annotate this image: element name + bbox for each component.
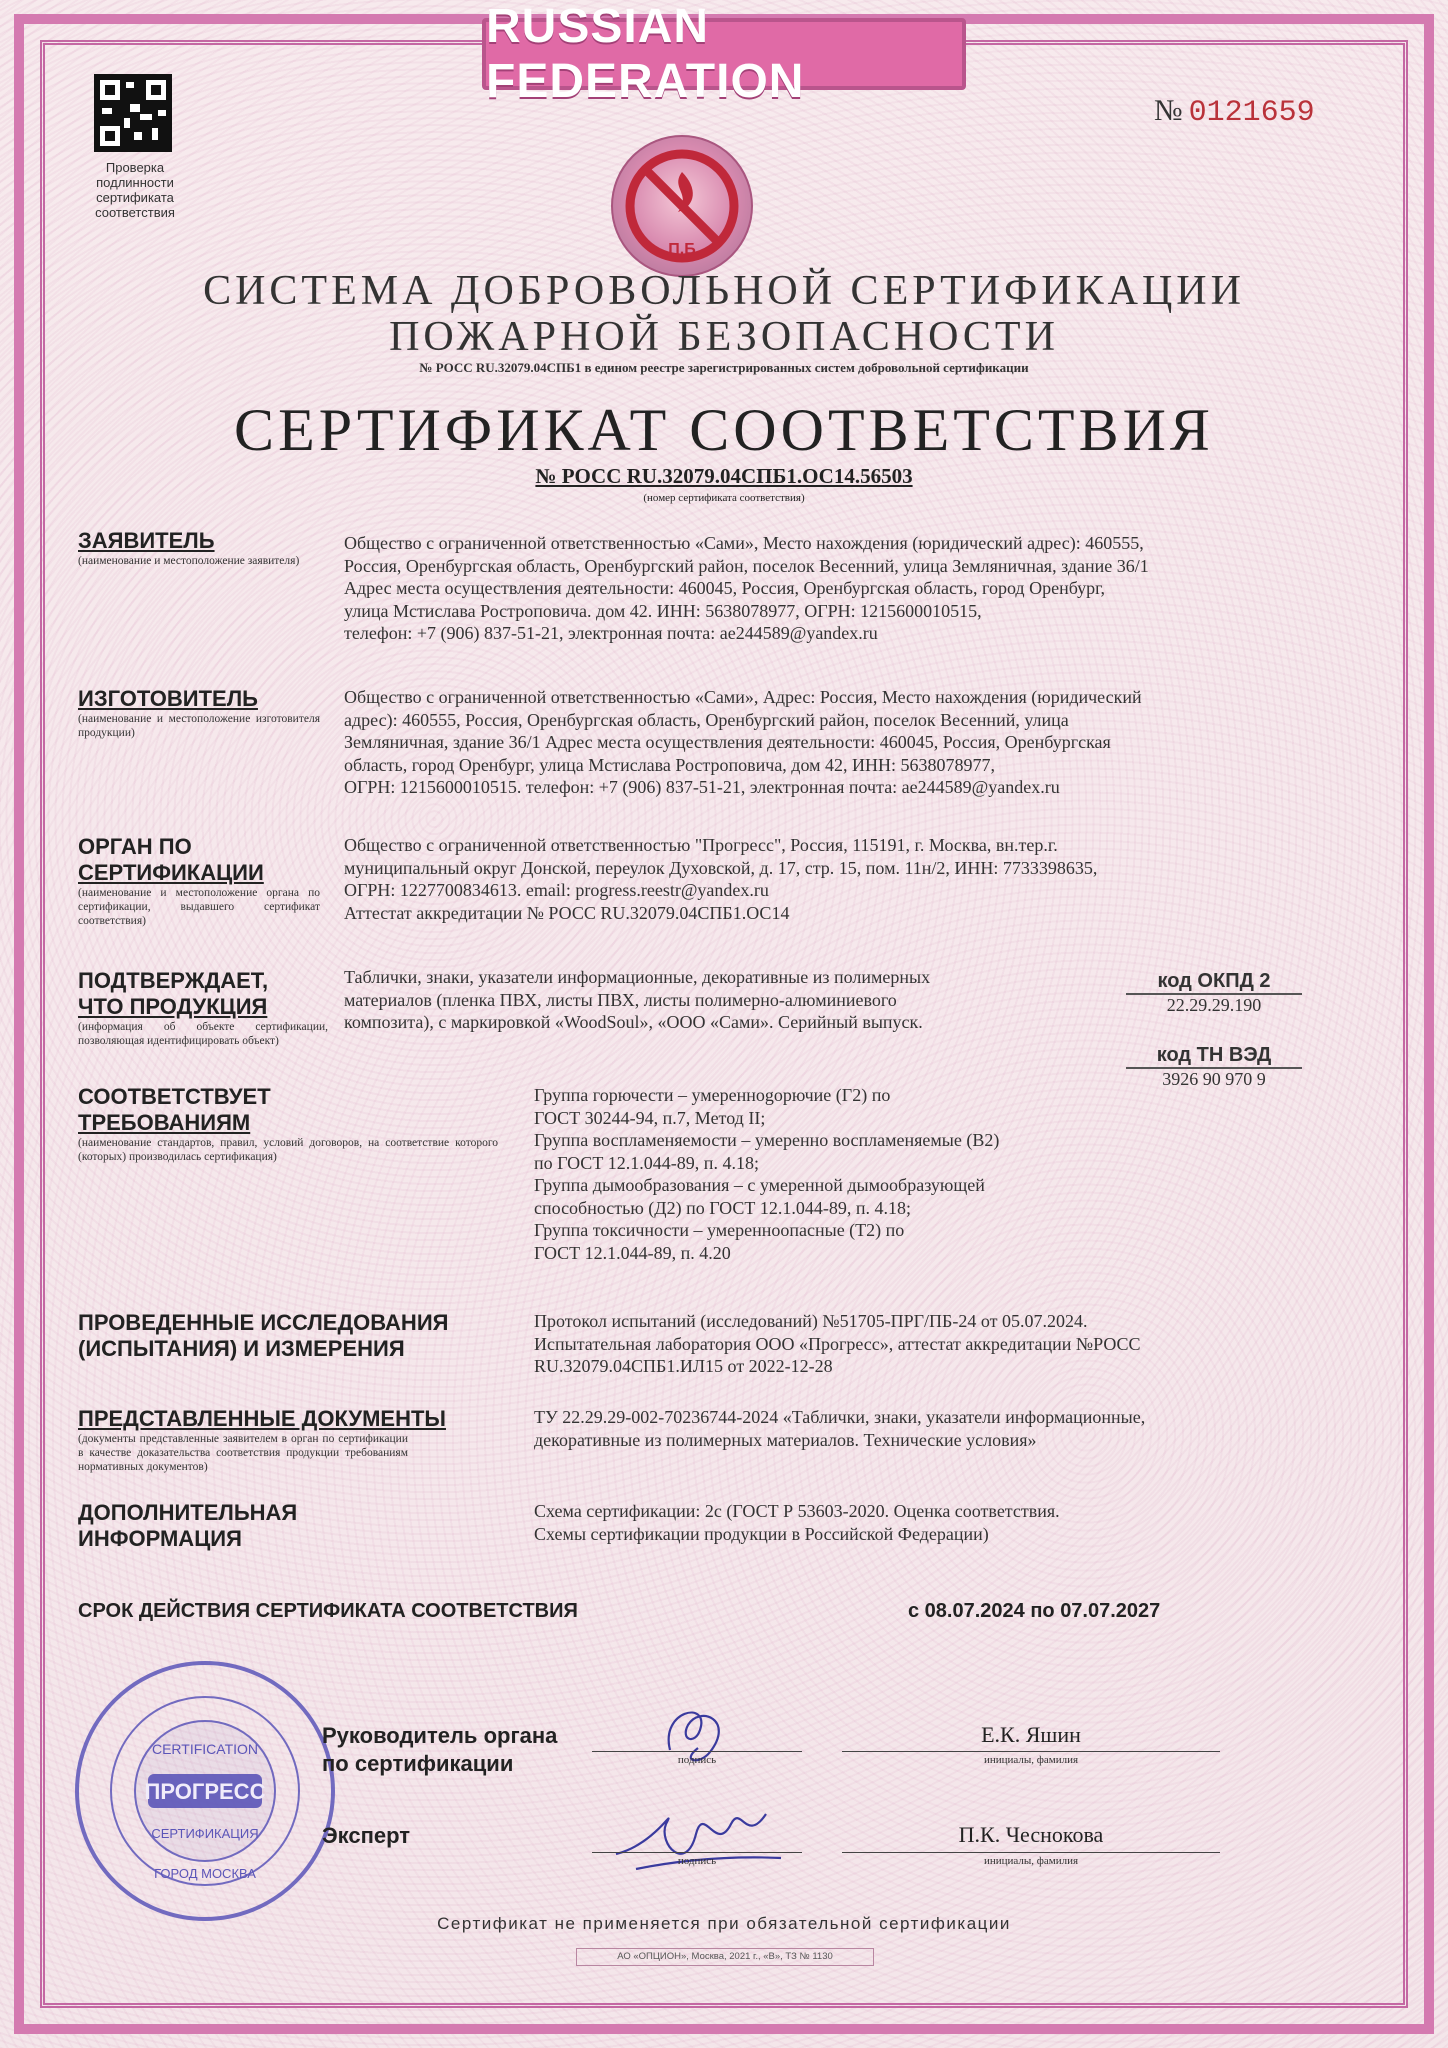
additional-label-1: ДОПОЛНИТЕЛЬНАЯ	[78, 1500, 298, 1525]
product-label-2: ЧТО ПРОДУКЦИЯ	[78, 994, 268, 1019]
expert-label: Эксперт	[322, 1823, 411, 1848]
system-title-line-1: СИСТЕМА ДОБРОВОЛЬНОЙ СЕРТИФИКАЦИИ	[203, 268, 1245, 314]
expert-signature-icon	[596, 1784, 796, 1884]
tests-line: Протокол испытаний (исследований) №51705-ПРГ/ПБ-24 от 05.07.2024.	[534, 1311, 1088, 1331]
requirements-line: по ГОСТ 12.1.044-89, п. 4.18;	[534, 1152, 759, 1173]
expert-name: П.К. Чеснокова	[958, 1822, 1104, 1847]
additional-label-2: ИНФОРМАЦИЯ	[78, 1526, 242, 1551]
requirements-line: Группа дымообразования – с умеренной дымообразующей	[534, 1175, 985, 1195]
certification-body-label-1: ОРГАН ПО	[78, 834, 192, 859]
requirements-line: ГОСТ 12.1.044-89, п. 4.20	[534, 1242, 731, 1263]
applicant-line: улица Мстислава Ростроповича. дом 42. ИНН: 5638078977, ОГРН: 1215600010515,	[344, 600, 982, 621]
applicant-line: Адрес места осуществления деятельности: 460045, Россия, Оренбургская область, город Оренбург,	[344, 578, 1106, 598]
requirements-label-block	[78, 1084, 498, 1164]
certification-body-line: муниципальный округ Донской, переулок Духовской, д. 17, стр. 15, пом. 11н/2, ИНН: 7733398635,	[344, 857, 1098, 878]
applicant-line: Россия, Оренбургская область, Оренбургский район, поселок Весенний, улица Земляничная, здание 36/1	[344, 555, 1149, 576]
expert-signature-line	[592, 1852, 802, 1853]
expert-signature-caption: подпись	[677, 1855, 717, 1867]
expert-name-line	[842, 1852, 1220, 1853]
system-title-line-2: ПОЖАРНОЙ БЕЗОПАСНОСТИ	[389, 314, 1059, 360]
qr-caption: Проверка подлинности сертификата соответствия	[95, 160, 175, 220]
manufacturer-line: Общество с ограниченной ответственностью «Сами», Адрес: Россия, Место нахождения (юридический	[344, 687, 1142, 707]
applicant-line: Общество с ограниченной ответственностью «Сами», Место нахождения (юридический адрес): 460555,	[344, 533, 1144, 553]
fire-safety-emblem-icon	[608, 132, 756, 280]
system-registration: № РОСС RU.32079.04СПБ1 в едином реестре зарегистрированных систем добровольной сертификации	[419, 360, 1029, 375]
requirements-line: Группа токсичности – умеренноопасные (Т2) по	[534, 1220, 905, 1240]
certification-body-line: Общество с ограниченной ответственностью "Прогресс", Россия, 115191, г. Москва, вн.тер.г.	[344, 835, 1058, 855]
validity-label: СРОК ДЕЙСТВИЯ СЕРТИФИКАТА СООТВЕТСТВИЯ	[78, 1600, 578, 1622]
head-name: Е.К. Яшин	[981, 1722, 1081, 1747]
okpd-code	[1126, 970, 1302, 1016]
expert-name-caption: инициалы, фамилия	[983, 1855, 1079, 1867]
certification-body-text	[344, 834, 1344, 924]
head-signature-icon	[640, 1690, 800, 1780]
additional-line: Схемы сертификации продукции в Российской Федерации)	[534, 1523, 989, 1544]
emblem-label: П.Б	[668, 241, 696, 258]
certification-stamp	[70, 1656, 340, 1926]
requirements-line: ГОСТ 30244-94, п.7, Метод II;	[534, 1107, 766, 1128]
manufacturer-line: адрес): 460555, Россия, Оренбургская область, Оренбургский район, поселок Весенний, улица	[344, 709, 1069, 730]
certificate-number-caption: (номер сертификата соответствия)	[643, 492, 805, 504]
applicant-sublabel: (наименование и местоположение заявителя)	[78, 555, 300, 567]
tnved-code	[1126, 1044, 1302, 1090]
requirements-text	[534, 1084, 1134, 1264]
head-name-caption: инициалы, фамилия	[983, 1754, 1079, 1766]
requirements-line: способностью (Д2) по ГОСТ 12.1.044-89, п. 4.18;	[534, 1197, 912, 1218]
tests-label-block	[78, 1310, 518, 1362]
manufacturer-line: область, город Оренбург, улица Мстислава Ростроповича, дом 42, ИНН: 5638078977,	[344, 754, 996, 775]
print-info: АО «ОПЦИОН», Москва, 2021 г., «В», ТЗ № 1130	[576, 1948, 874, 1966]
requirements-line: Группа горючести – умереннogoрючие (Г2) по	[534, 1085, 891, 1105]
manufacturer-label-block	[78, 686, 320, 740]
stamp-center-text: ПРОГРЕСС	[144, 1779, 266, 1804]
product-label-1: ПОДТВЕРЖДАЕТ,	[78, 968, 269, 993]
head-signature-line	[592, 1751, 802, 1752]
applicant-text	[344, 532, 1344, 645]
footer-note: Сертификат не применяется при обязательной сертификации	[437, 1914, 1011, 1933]
certification-body-label-block	[78, 834, 320, 928]
product-line: материалов (пленка ПВХ, листы ПВХ, листы полимерно-алюминиевого	[344, 989, 897, 1010]
applicant-line: телефон: +7 (906) 837-51-21, электронная почта: ae244589@yandex.ru	[344, 623, 878, 643]
certification-body-sublabel: (наименование и местоположение органа по сертификации, выдавшего сертификат соответствия)	[78, 887, 320, 927]
qr-code-icon[interactable]	[94, 74, 172, 152]
requirements-sublabel: (наименование стандартов, правил, условий договоров, на соответствие которого (которых) производилась сертификация)	[78, 1137, 498, 1163]
applicant-label: ЗАЯВИТЕЛЬ	[78, 528, 215, 553]
requirements-line: Группа воспламеняемости – умеренно воспламеняемые (В2)	[534, 1130, 1000, 1150]
product-line: композита), с маркировкой «WoodSoul», «ООО «Сами». Серийный выпуск.	[344, 1012, 923, 1032]
certification-body-line: Аттестат аккредитации № РОСС RU.32079.04СПБ1.ОС14	[344, 902, 790, 923]
tests-line: Испытательная лаборатория ООО «Прогресс», аттестат аккредитации №РОСС	[534, 1333, 1141, 1354]
head-name-line	[842, 1751, 1220, 1752]
head-signatory-label-1: Руководитель органа	[322, 1723, 558, 1748]
product-line: Таблички, знаки, указатели информационные, декоративные из полимерных	[344, 967, 931, 987]
product-label-block	[78, 968, 328, 1048]
manufacturer-line: ОГРН: 1215600010515. телефон: +7 (906) 837-51-21, электронная почта: ae244589@yandex.ru	[344, 777, 1060, 797]
blank-number: № 0121659	[1154, 94, 1315, 130]
documents-text	[534, 1406, 1344, 1451]
documents-label-block	[78, 1406, 508, 1474]
certification-body-label-2: СЕРТИФИКАЦИИ	[78, 860, 264, 885]
stamp-city: ГОРОД МОСКВА	[154, 1866, 256, 1881]
additional-line: Схема сертификации: 2с (ГОСТ Р 53603-2020. Оценка соответствия.	[534, 1501, 1060, 1521]
product-sublabel: (информация об объекте сертификации, позволяющая идентифицировать объект)	[78, 1021, 328, 1047]
documents-line: ТУ 22.29.29-002-70236744-2024 «Таблички, знаки, указатели информационные,	[534, 1407, 1146, 1427]
tests-line: RU.32079.04СПБ1.ИЛ15 от 2022-12-28	[534, 1356, 833, 1376]
certificate-title: СЕРТИФИКАТ СООТВЕТСТВИЯ	[234, 397, 1214, 463]
certificate-number: № РОСС RU.32079.04СПБ1.ОС14.56503	[535, 464, 913, 488]
documents-line: декоративные из полимерных материалов. Технические условия»	[534, 1429, 1037, 1450]
country-banner: RUSSIAN FEDERATION	[482, 18, 966, 90]
stamp-ring-top: CERTIFICATION	[151, 1741, 259, 1757]
tests-label-2: (ИСПЫТАНИЯ) И ИЗМЕРЕНИЯ	[78, 1336, 405, 1361]
additional-text	[534, 1500, 1334, 1545]
head-signatory-label-2: по сертификации	[322, 1751, 514, 1776]
certification-body-line: ОГРН: 1227700834613. email: progress.reestr@yandex.ru	[344, 880, 769, 900]
validity-period: с 08.07.2024 по 07.07.2027	[908, 1600, 1161, 1622]
additional-label-block	[78, 1500, 338, 1552]
tests-text	[534, 1310, 1334, 1378]
tests-label-1: ПРОВЕДЕННЫЕ ИССЛЕДОВАНИЯ	[78, 1310, 449, 1335]
tnved-value: 3926 90 970 9	[1162, 1069, 1266, 1089]
manufacturer-line: Земляничная, здание 36/1 Адрес места осуществления деятельности: 460045, Россия, Оренбургская	[344, 732, 1111, 752]
okpd-label: код ОКПД 2	[1126, 970, 1302, 995]
manufacturer-text	[344, 686, 1344, 799]
head-signature-caption: подпись	[677, 1754, 717, 1766]
stamp-ring-bottom: СЕРТИФИКАЦИЯ	[151, 1826, 259, 1841]
requirements-label-1: СООТВЕТСТВУЕТ	[78, 1084, 271, 1109]
okpd-value: 22.29.29.190	[1166, 995, 1262, 1015]
applicant-label-block	[78, 528, 320, 568]
tnved-label: код ТН ВЭД	[1126, 1044, 1302, 1069]
requirements-label-2: ТРЕБОВАНИЯМ	[78, 1110, 251, 1135]
head-signatory-label	[322, 1722, 557, 1778]
manufacturer-sublabel: (наименование и местоположение изготовителя продукции)	[78, 713, 320, 739]
system-title	[120, 268, 1328, 360]
documents-label: ПРЕДСТАВЛЕННЫЕ ДОКУМЕНТЫ	[78, 1406, 446, 1431]
documents-sublabel: (документы представленные заявителем в орган по сертификации в качестве доказательства соответствия продукции требованиям нормативных документов)	[78, 1433, 408, 1473]
manufacturer-label: ИЗГОТОВИТЕЛЬ	[78, 686, 258, 711]
product-text	[344, 966, 1114, 1034]
